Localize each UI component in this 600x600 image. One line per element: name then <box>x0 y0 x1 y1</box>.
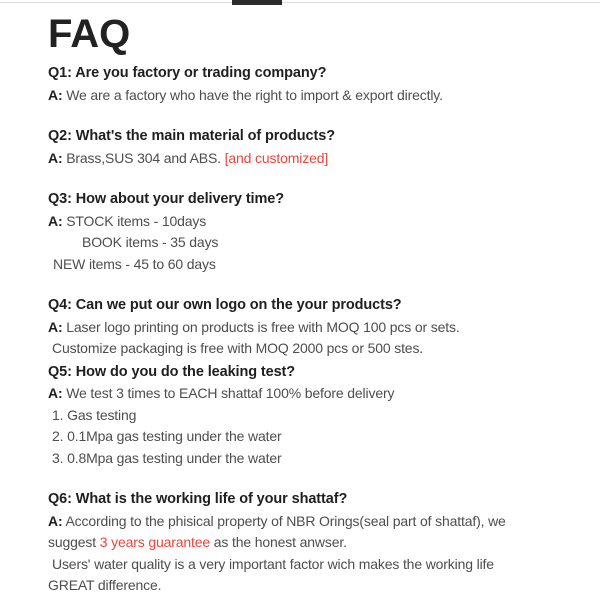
answer-text: We test 3 times to EACH shattaf 100% before delivery <box>62 385 395 401</box>
faq-question: Q5: How do you do the leaking test? <box>48 363 296 380</box>
answer-text: Customize packaging is free with MOQ 2000 pcs or 500 stes. <box>52 340 424 356</box>
answer-text: Users' water quality is a very important factor wich makes the working life <box>52 555 494 572</box>
faq-answer-line <box>48 511 590 533</box>
highlighted-text: 3 years guarantee <box>99 534 211 550</box>
faq-section <box>48 126 590 169</box>
faq-answer-line <box>48 85 590 107</box>
faq-section <box>48 63 590 106</box>
answer-text: Laser logo printing on products is free with MOQ 100 pcs or sets. <box>62 318 460 335</box>
answer-prefix: A: <box>48 512 63 529</box>
faq-question: Q3: How about your delivery time? <box>48 191 284 207</box>
answer-text: BOOK items - 35 days <box>82 234 219 250</box>
faq-answer-line <box>48 532 590 554</box>
answer-text: 1. Gas testing <box>52 406 137 423</box>
faq-answer-line <box>48 148 590 170</box>
faq-answer-line <box>48 317 590 339</box>
faq-section-list <box>48 63 590 597</box>
faq-section <box>48 295 590 360</box>
faq-answer-line <box>48 554 590 576</box>
faq-answer-line <box>48 426 590 448</box>
faq-question: Q2: What's the main material of products? <box>48 128 335 144</box>
faq-question: Q6: What is the working life of your shattaf? <box>48 491 348 507</box>
answer-text: 3. 0.8Mpa gas testing under the water <box>52 449 282 466</box>
faq-content <box>48 3 590 600</box>
answer-text: We are a factory who have the right to import & export directly. <box>62 86 443 103</box>
faq-answer-line <box>48 383 590 405</box>
answer-text: GREAT difference. <box>48 577 162 593</box>
faq-answer-line <box>48 405 590 427</box>
faq-answer-line <box>48 448 590 470</box>
answer-text: STOCK items - 10days <box>62 212 207 229</box>
faq-question: Q4: Can we put our own logo on the your products? <box>48 297 402 313</box>
answer-prefix: A: <box>48 385 63 401</box>
answer-text: 2. 0.1Mpa gas testing under the water <box>52 428 282 444</box>
answer-text: According to the phisical property of NBR Orings(seal part of shattaf), we <box>62 512 506 529</box>
faq-answer-line <box>48 232 590 254</box>
answer-text: NEW items - 45 to 60 days <box>53 255 216 272</box>
answer-text: suggest <box>48 534 100 550</box>
answer-prefix: A: <box>48 149 63 166</box>
answer-text: Brass,SUS 304 and ABS. <box>62 149 225 166</box>
faq-answer-line <box>48 254 590 276</box>
page-title: FAQ <box>48 12 131 56</box>
faq-section <box>48 189 590 275</box>
faq-answer-line <box>48 211 590 233</box>
answer-prefix: A: <box>48 212 63 229</box>
answer-prefix: A: <box>48 86 63 103</box>
faq-answer-line <box>48 575 590 597</box>
answer-text: as the honest anwser. <box>210 534 347 550</box>
faq-section <box>48 489 590 597</box>
answer-prefix: A: <box>48 318 63 335</box>
faq-question: Q1: Are you factory or trading company? <box>48 65 327 81</box>
active-tab-indicator[interactable] <box>232 0 282 5</box>
faq-answer-line <box>48 338 590 360</box>
faq-section <box>48 362 590 470</box>
highlighted-text: [and customized] <box>224 149 329 166</box>
